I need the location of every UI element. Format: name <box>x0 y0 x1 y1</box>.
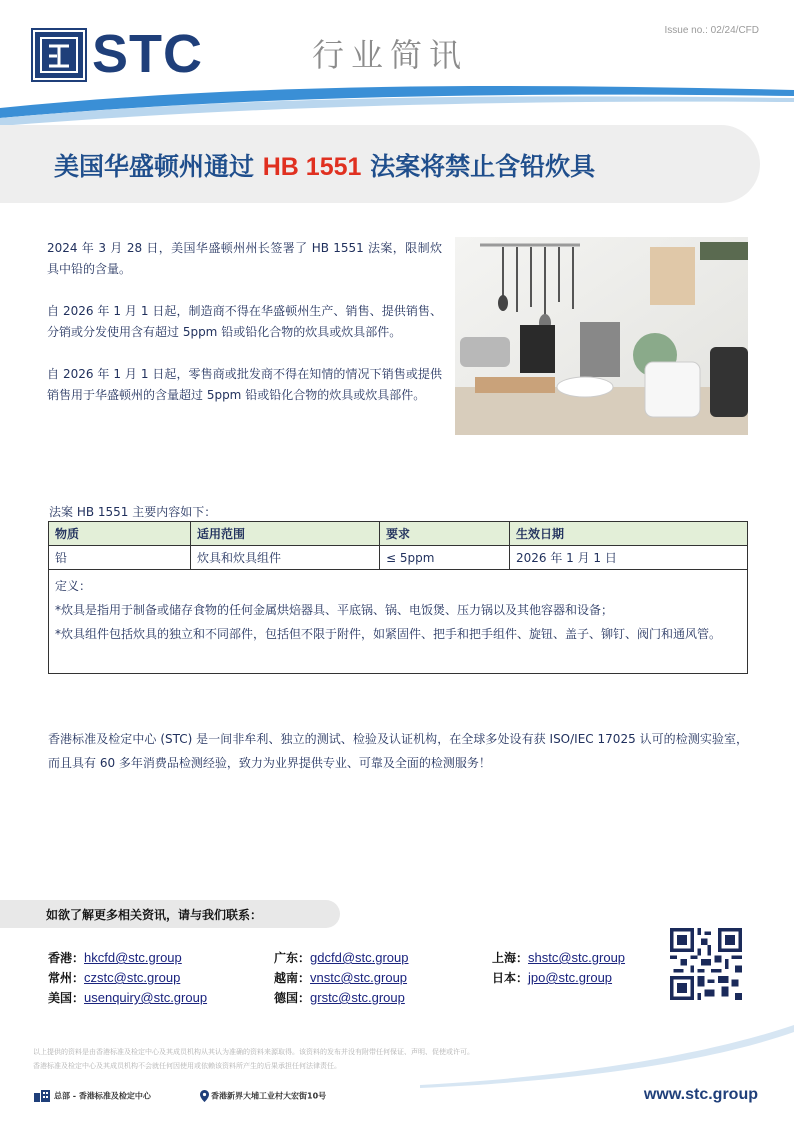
website-link[interactable]: www.stc.group <box>643 1086 758 1103</box>
table-row <box>49 546 748 570</box>
email-link[interactable]: vnstc@stc.group <box>310 970 408 985</box>
header-scope: 适用范围 <box>191 522 380 546</box>
paragraph: 2024 年 3 月 28 日，美国华盛顿州州长签署了 HB 1551 法案，限制炊具中铅的含量。 <box>47 241 442 276</box>
contact-japan <box>492 968 612 988</box>
address <box>200 1090 326 1102</box>
definitions-row <box>49 570 748 674</box>
disclaimer-line: 以上提供的资料是由香港标准及检定中心及其成员机构从其认为准确的资料来源取得。该资料的发布并没有附带任何保证、声明、促使或许可。 <box>33 1048 474 1056</box>
qr-code-icon[interactable] <box>670 928 742 1000</box>
paragraph: 自 2026 年 1 月 1 日起，零售商或批发商不得在知情的情况下销售或提供销售用于华盛顿州的含量超过 5ppm 铅或铅化合物的炊具或炊具部件。 <box>47 367 442 402</box>
address-text: 香港新界大埔工业村大宏街10号 <box>211 1091 327 1101</box>
contact-label: 常州： <box>48 971 85 985</box>
stc-logo-icon <box>33 30 85 80</box>
body-text <box>47 238 442 427</box>
email-link[interactable]: grstc@stc.group <box>310 990 405 1005</box>
title-code: HB 1551 <box>262 153 362 181</box>
header-requirement: 要求 <box>380 522 510 546</box>
contact-label: 日本： <box>492 971 529 985</box>
contact-heading: 如欲了解更多相关资讯，请与我们联系： <box>46 908 263 922</box>
contact-label: 广东： <box>274 951 311 965</box>
contact-label: 越南： <box>274 971 311 985</box>
email-link[interactable]: gdcfd@stc.group <box>310 950 409 965</box>
contact-label: 德国： <box>274 991 311 1005</box>
contact-vietnam <box>274 968 407 988</box>
definitions-label: 定义： <box>55 579 92 593</box>
title-prefix: 美国华盛顿州通过 <box>54 152 255 181</box>
definitions-cell <box>49 570 748 674</box>
contact-label: 香港： <box>48 951 85 965</box>
contact-shanghai <box>492 948 625 968</box>
cell-substance: 铅 <box>49 546 191 570</box>
disclaimer-line: 香港标准及检定中心及其成员机构不会就任何因使用或依赖该资料所产生的后果承担任何法律责任。 <box>33 1062 341 1070</box>
definition-item: *炊具组件包括炊具的独立和不同部件，包括但不限于附件，如紧固件、把手和把手组件、旋钮、盖子、铆钉、阀门和通风管。 <box>55 627 722 641</box>
email-link[interactable]: shstc@stc.group <box>528 950 626 965</box>
email-link[interactable]: usenquiry@stc.group <box>84 990 208 1005</box>
hq-label: 总部 - 香港标准及检定中心 <box>54 1091 151 1101</box>
table-caption: 法案 HB 1551 主要内容如下： <box>49 505 217 519</box>
building-icon <box>33 1090 51 1102</box>
brief-title: 行业简讯 <box>312 36 469 74</box>
cell-effective-date: 2026 年 1 月 1 日 <box>510 546 748 570</box>
disclaimer <box>33 1045 474 1073</box>
contact-usa <box>48 988 207 1008</box>
email-link[interactable]: hkcfd@stc.group <box>84 950 182 965</box>
cell-scope: 炊具和炊具组件 <box>191 546 380 570</box>
table-header-row <box>49 522 748 546</box>
contact-label: 美国： <box>48 991 85 1005</box>
contact-label: 上海： <box>492 951 529 965</box>
contact-hong-kong <box>48 948 182 968</box>
paragraph: 自 2026 年 1 月 1 日起，制造商不得在华盛顿州生产、销售、提供销售、分销或分发使用含有超过 5ppm 铅或铅化合物的炊具或炊具部件。 <box>47 304 442 339</box>
cell-requirement: ≤ 5ppm <box>380 546 510 570</box>
email-link[interactable]: jpo@stc.group <box>528 970 613 985</box>
definition-item: *炊具是指用于制备或储存食物的任何金属烘焙器具、平底锅、锅、电饭煲、压力锅以及其他容器和设备； <box>55 603 614 617</box>
page-title <box>54 147 595 183</box>
header <box>0 0 794 130</box>
logo-text: STC <box>92 24 203 84</box>
location-pin-icon <box>200 1090 209 1102</box>
headquarters <box>33 1090 151 1102</box>
contact-germany <box>274 988 405 1008</box>
header-substance: 物质 <box>49 522 191 546</box>
email-link[interactable]: czstc@stc.group <box>84 970 181 985</box>
header-effective-date: 生效日期 <box>510 522 748 546</box>
about-stc: 香港标准及检定中心 (STC) 是一间非牟利、独立的测试、检验及认证机构，在全球多处设有获 ISO/IEC 17025 认可的检测实验室，而且具有 60 多年消费品检测经验，致力为业界提供专业、可靠及全面的检测服务！ <box>48 732 748 770</box>
kitchen-photo <box>455 237 748 435</box>
title-suffix: 法案将禁止含铅炊具 <box>370 152 596 181</box>
issue-number: Issue no.: 02/24/CFD <box>664 25 759 36</box>
contact-guangdong <box>274 948 409 968</box>
contact-changzhou <box>48 968 180 988</box>
regulation-table <box>48 521 748 674</box>
